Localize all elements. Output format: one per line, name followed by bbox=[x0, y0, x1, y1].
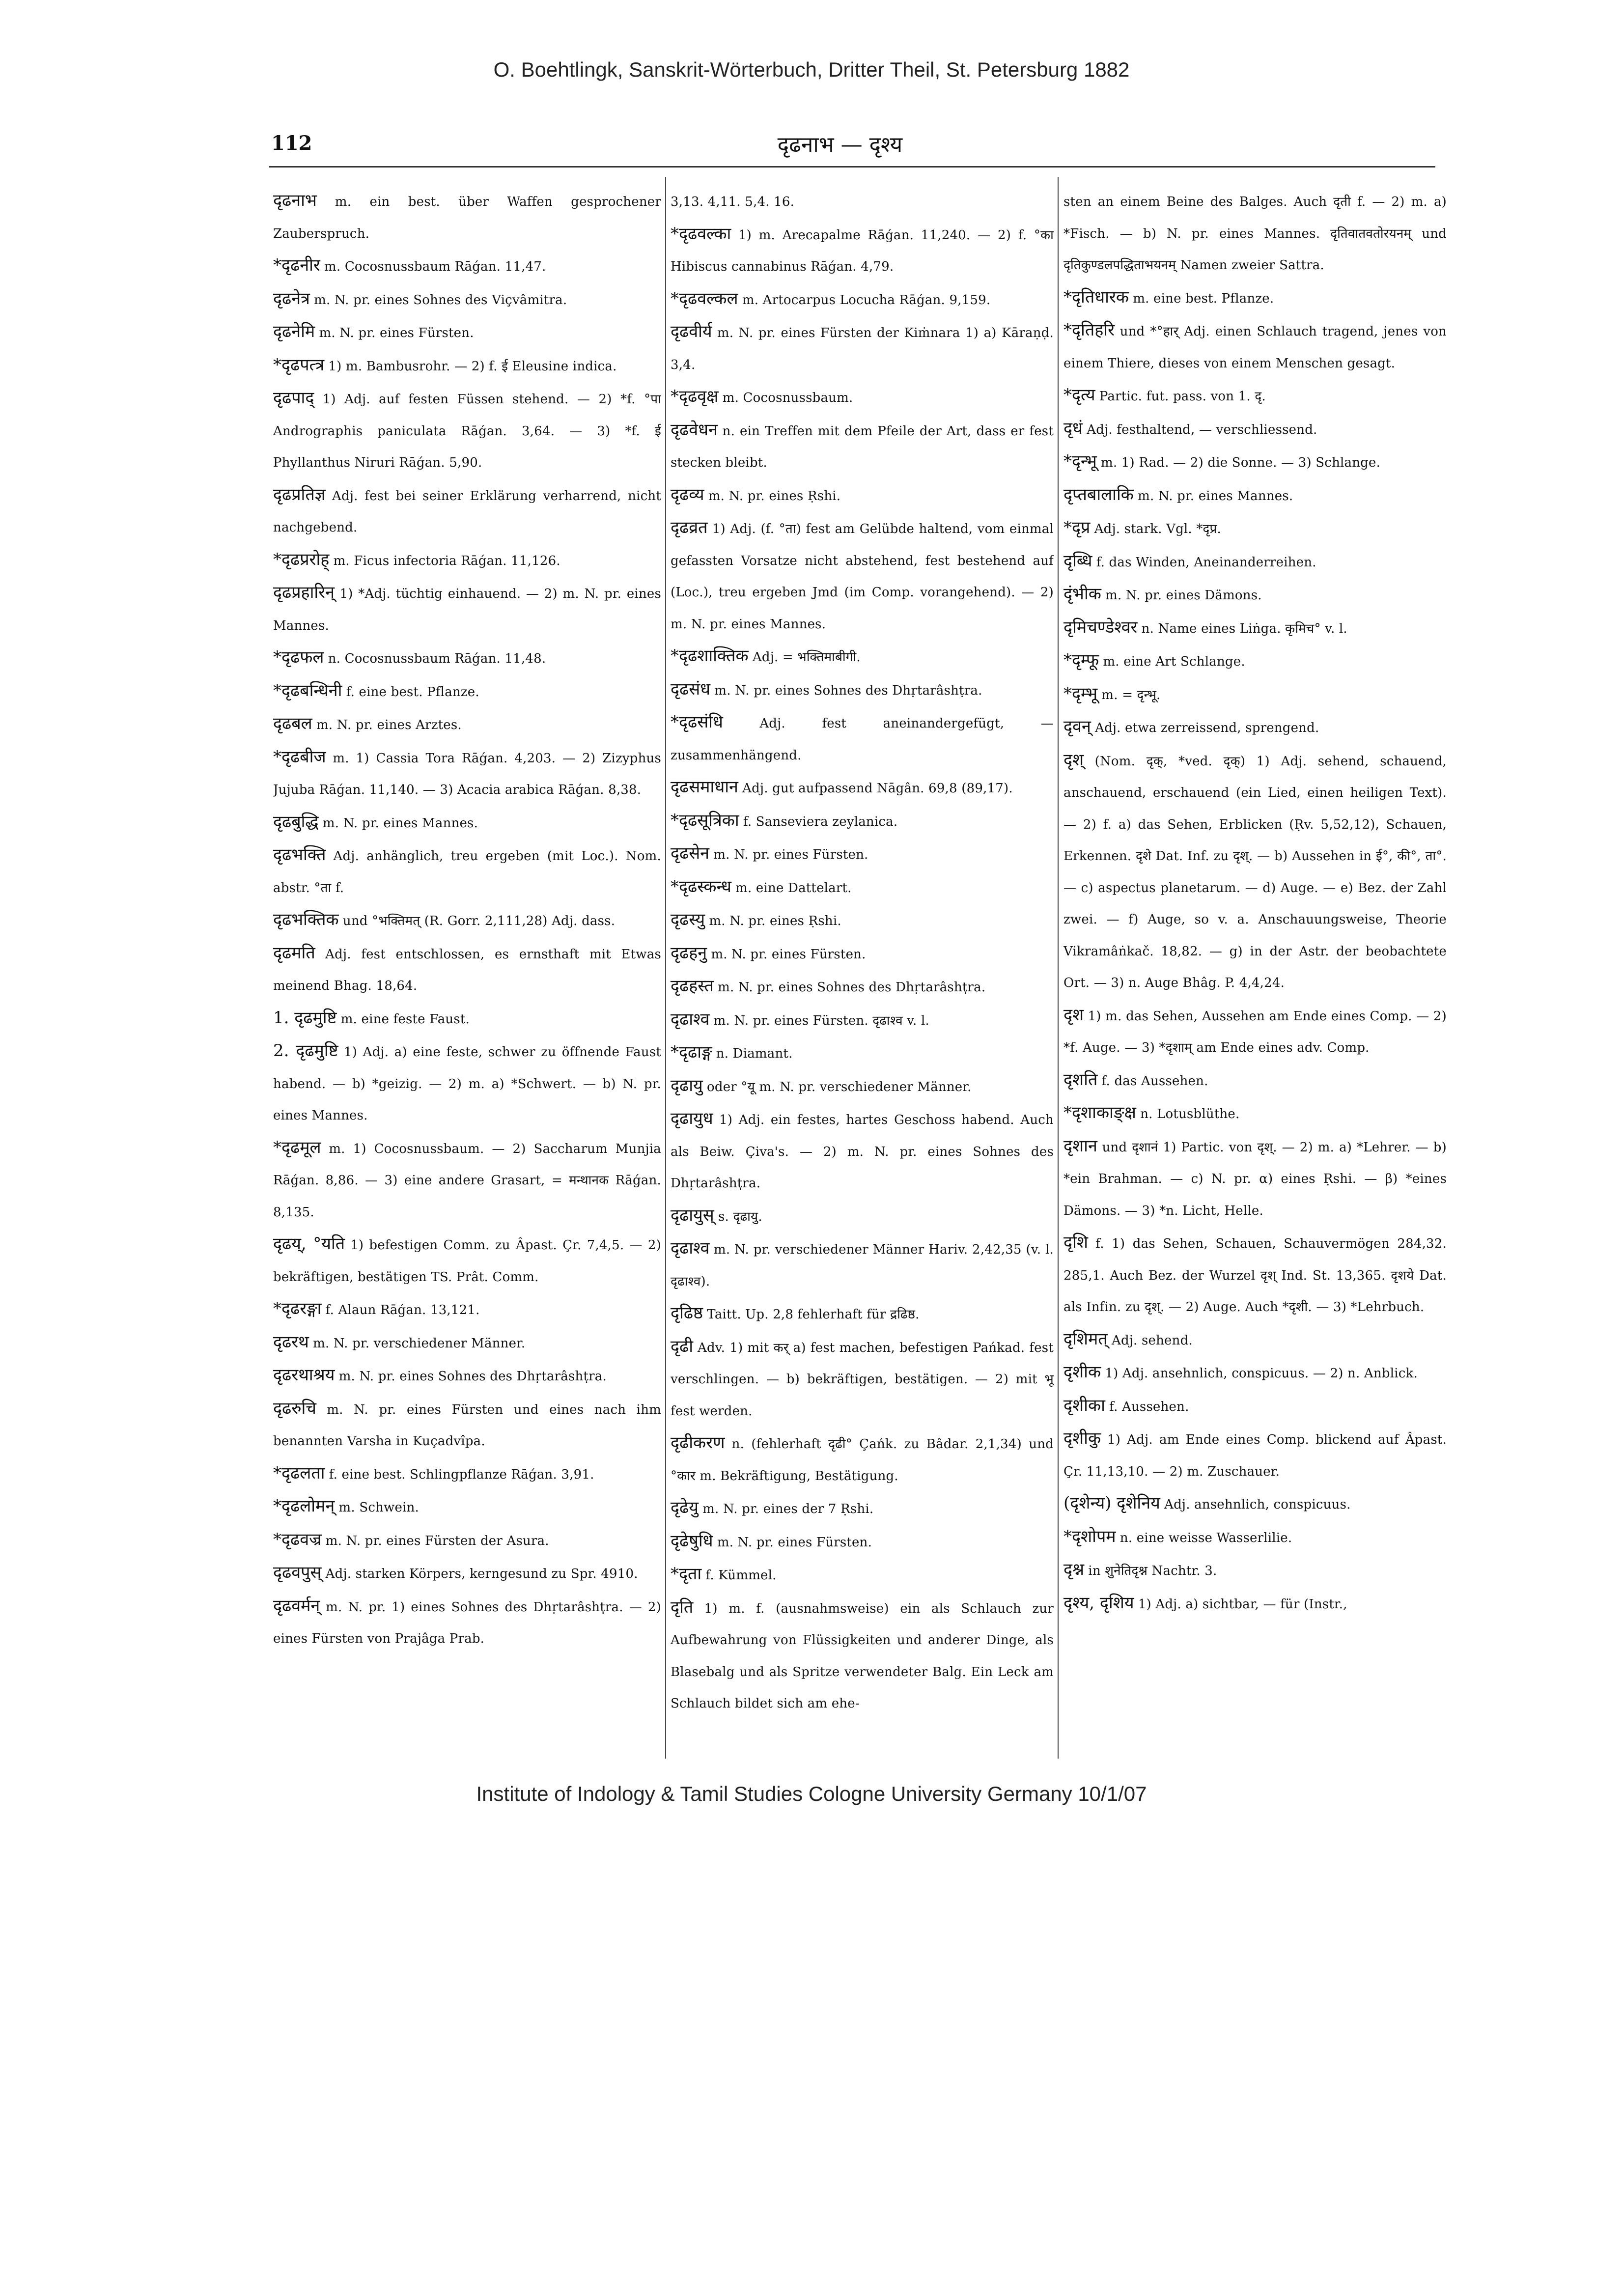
entry-definition: 1) *Adj. tüchtig einhauend. — 2) m. N. pr. eines Mannes. bbox=[273, 587, 661, 633]
dictionary-entry bbox=[273, 1132, 661, 1229]
entry-headword: *दृढवल्कल bbox=[671, 288, 738, 308]
entry-headword: दृढवीर्य bbox=[671, 322, 712, 341]
entry-definition: und °भक्तिमत् (R. Gorr. 2,111,28) Adj. dass. bbox=[342, 914, 616, 928]
dictionary-entry bbox=[671, 512, 1054, 640]
dictionary-entry bbox=[273, 1326, 661, 1360]
entry-definition: m. N. pr. eines Fürsten und eines nach ihm benannten Varsha in Kuçadvîpa. bbox=[273, 1402, 661, 1449]
entry-definition: 3,13. 4,11. 5,4. 16. bbox=[671, 195, 795, 209]
entry-definition: und *°हार् Adj. einen Schlauch tragend, jenes von einem Thiere, dieses von einem Menschen gesagt. bbox=[1063, 324, 1447, 371]
entry-definition: m. Ficus infectoria Rāǵan. 11,126. bbox=[333, 553, 560, 568]
entry-headword: दृढपाद् bbox=[273, 388, 314, 408]
dictionary-entry bbox=[1063, 1097, 1447, 1130]
dictionary-entry bbox=[671, 218, 1054, 283]
dictionary-entry bbox=[1063, 479, 1447, 512]
entry-definition: Adj. fest bei seiner Erklärung verharrend, nicht nachgebend. bbox=[273, 488, 661, 535]
entry-definition: m. eine Dattelart. bbox=[735, 880, 852, 896]
entry-definition: m. N. pr. verschiedener Männer. bbox=[313, 1336, 526, 1351]
dictionary-entry bbox=[273, 1457, 661, 1491]
entry-headword: दृश् bbox=[1063, 750, 1084, 770]
entry-headword: दृधं bbox=[1063, 418, 1083, 438]
dictionary-entry bbox=[671, 1232, 1054, 1297]
entry-definition: Adv. 1) mit कर् a) fest machen, befestigen Pańkad. fest verschlingen. — b) bekräftigen, bestätigen. — 2) mit भू fest werden. bbox=[671, 1340, 1054, 1419]
dictionary-entry bbox=[273, 1359, 661, 1393]
dictionary-entry bbox=[273, 708, 661, 741]
dictionary-entry bbox=[671, 1492, 1054, 1525]
dictionary-entry bbox=[671, 381, 1054, 414]
entry-definition: n. (fehlerhaft दृढी° Çańk. zu Bâdar. 2,1,34) und °कार m. Bekräftigung, Bestätigung. bbox=[671, 1437, 1054, 1484]
entry-definition: 1) befestigen Comm. zu Âpast. Çr. 7,4,5. — 2) bekräftigen, bestätigen TS. Prât. Comm. bbox=[273, 1238, 661, 1285]
entry-headword: *दृतिधारक bbox=[1063, 287, 1129, 307]
dictionary-column-1 bbox=[273, 185, 661, 1747]
entry-definition: Adj. starken Körpers, kerngesund zu Spr. 4910. bbox=[325, 1567, 638, 1581]
entry-headword: *दृढमूल bbox=[273, 1137, 321, 1157]
entry-headword: *दृढसंधि bbox=[671, 712, 723, 732]
entry-headword: दृशीका bbox=[1063, 1395, 1105, 1415]
entry-definition: m. 1) Rad. — 2) die Sonne. — 3) Schlange. bbox=[1101, 455, 1381, 470]
entry-headword: *दृशोपम bbox=[1063, 1526, 1116, 1546]
dictionary-entry bbox=[671, 1103, 1054, 1200]
entry-headword: 1. दृढमुष्टि bbox=[273, 1008, 337, 1028]
entry-definition: f. Aussehen. bbox=[1109, 1399, 1189, 1414]
entry-headword: दृढप्रहारिन् bbox=[273, 583, 335, 602]
entry-headword: दृशि bbox=[1063, 1232, 1088, 1252]
entry-headword: (दृशेन्य) दृशेनिय bbox=[1063, 1493, 1160, 1513]
entry-definition: m. 1) Cassia Tora Rāǵan. 4,203. — 2) Zizyphus Jujuba Rāǵan. 11,140. — 3) Acacia arabica Rāǵan. 8,38. bbox=[273, 751, 661, 797]
entry-headword: दृशीक bbox=[1063, 1362, 1101, 1382]
entry-headword: *दृन्भू bbox=[1063, 451, 1097, 471]
entry-definition: oder °यू m. N. pr. verschiedener Männer. bbox=[707, 1079, 972, 1094]
entry-headword: दृति bbox=[671, 1597, 694, 1617]
entry-headword: दृढेयु bbox=[671, 1498, 699, 1517]
entry-definition: Adj. sehend. bbox=[1111, 1333, 1193, 1348]
entry-headword: *दृढपत्त्र bbox=[273, 355, 325, 375]
entry-definition: m. N. pr. eines Fürsten. bbox=[713, 847, 868, 862]
dictionary-entry bbox=[1063, 545, 1447, 579]
entry-headword: *दृढलता bbox=[273, 1463, 325, 1483]
dictionary-entry bbox=[671, 185, 1054, 218]
entry-definition: m. Cocosnussbaum. bbox=[722, 391, 853, 405]
header-rule bbox=[269, 166, 1435, 168]
entry-headword: *दृढवृक्ष bbox=[671, 387, 719, 406]
dictionary-entry bbox=[1063, 999, 1447, 1064]
entry-headword: *दृतिहरि bbox=[1063, 320, 1115, 340]
dictionary-entry bbox=[1063, 1130, 1447, 1227]
entry-headword: दृढीकरण bbox=[671, 1433, 725, 1453]
dictionary-entry bbox=[1063, 644, 1447, 678]
entry-headword: दृशीकु bbox=[1063, 1428, 1101, 1448]
entry-headword: दृढस्यु bbox=[671, 910, 705, 929]
entry-headword: *दृढबीज bbox=[273, 747, 326, 767]
footer-credit: Institute of Indology & Tamil Studies Cologne University Germany 10/1/07 bbox=[476, 1782, 1147, 1805]
dictionary-entry bbox=[273, 544, 661, 577]
dictionary-entry bbox=[1063, 281, 1447, 315]
dictionary-entry bbox=[273, 1035, 661, 1132]
dictionary-entry bbox=[671, 937, 1054, 971]
column-rule-2 bbox=[1058, 177, 1059, 1759]
dictionary-entry bbox=[1063, 578, 1447, 612]
dictionary-entry bbox=[273, 1590, 661, 1655]
dictionary-entry bbox=[671, 1592, 1054, 1720]
dictionary-entry bbox=[671, 1427, 1054, 1492]
dictionary-entry bbox=[1063, 1323, 1447, 1357]
entry-headword: *दृढवल्का bbox=[671, 224, 731, 244]
dictionary-entry bbox=[671, 970, 1054, 1004]
entry-definition: 1) m. Bambusrohr. — 2) f. ई Eleusine indica. bbox=[328, 359, 617, 374]
entry-headword: दृढायुध bbox=[671, 1109, 713, 1128]
dictionary-entry bbox=[273, 1228, 661, 1293]
entry-headword: दृढभक्ति bbox=[273, 845, 326, 865]
dictionary-entry bbox=[1063, 1554, 1447, 1587]
entry-definition: in शुनेतिदृश्न Nachtr. 3. bbox=[1088, 1564, 1217, 1578]
dictionary-column-3 bbox=[1063, 185, 1447, 1747]
dictionary-entry bbox=[671, 283, 1054, 316]
entry-headword: *दृढरङ्गा bbox=[273, 1299, 322, 1318]
entry-headword: *दृढसूत्रिका bbox=[671, 810, 739, 830]
dictionary-entry bbox=[1063, 413, 1447, 446]
entry-definition: Adj. etwa zerreissend, sprengend. bbox=[1095, 721, 1319, 735]
dictionary-entry bbox=[273, 349, 661, 383]
entry-definition: m. 1) Cocosnussbaum. — 2) Saccharum Munjia Rāǵan. 8,86. — 3) eine andere Grasart, = मन्थानक Rāǵan. 8,135. bbox=[273, 1141, 661, 1220]
entry-headword: *दृशाकाङ्क्ष bbox=[1063, 1103, 1136, 1122]
entry-definition: m. N. pr. eines Ṛshi. bbox=[708, 488, 841, 504]
entry-definition: m. N. pr. eines Ṛshi. bbox=[709, 914, 841, 928]
dictionary-entry bbox=[273, 937, 661, 1002]
entry-definition: 1) m. das Sehen, Aussehen am Ende eines Comp. — 2) *f. Auge. — 3) *दृशाम् am Ende eines adv. Comp. bbox=[1063, 1008, 1447, 1055]
dictionary-entry bbox=[671, 1297, 1054, 1331]
dictionary-entry bbox=[671, 1525, 1054, 1559]
dictionary-entry bbox=[671, 1036, 1054, 1070]
dictionary-entry bbox=[1063, 1356, 1447, 1390]
dictionary-entry bbox=[273, 675, 661, 708]
dictionary-entry bbox=[1063, 185, 1447, 281]
entry-headword: *दृढफल bbox=[273, 647, 324, 667]
dictionary-entry bbox=[273, 642, 661, 675]
entry-headword: दृढनाभ bbox=[273, 191, 317, 210]
entry-definition: m. N. pr. eines der 7 Ṛshi. bbox=[702, 1502, 874, 1516]
dictionary-entry bbox=[1063, 1487, 1447, 1521]
dictionary-entry bbox=[1063, 512, 1447, 545]
entry-definition: m. eine Art Schlange. bbox=[1103, 654, 1245, 669]
entry-headword: दृढभक्तिक bbox=[273, 910, 339, 929]
entry-definition: 1) Adj. auf festen Füssen stehend. — 2) *f. °पा Andrographis paniculata Rāǵan. 3,64. — 3) *f. ई Phyllanthus Niruri Rāǵan. 5,90. bbox=[273, 392, 661, 470]
entry-definition: Adj. stark. Vgl. *दृप्र. bbox=[1094, 522, 1222, 536]
dictionary-entry bbox=[273, 1524, 661, 1557]
entry-headword: दृढव्रत bbox=[671, 518, 708, 537]
entry-headword: दृढाश्व bbox=[671, 1009, 710, 1029]
entry-headword: दृढय्, °यति bbox=[273, 1234, 345, 1254]
entry-definition: f. das Aussehen. bbox=[1101, 1073, 1208, 1089]
page-number: 112 bbox=[271, 132, 312, 155]
entry-headword: दृढरथाश्रय bbox=[273, 1365, 335, 1385]
entry-headword: दृढायुस् bbox=[671, 1205, 714, 1225]
dictionary-entry bbox=[1063, 1227, 1447, 1323]
dictionary-entry bbox=[273, 283, 661, 316]
entry-definition: m. N. pr. 1) eines Sohnes des Dhṛtarâshṭra. — 2) eines Fürsten von Prajâga Prab. bbox=[273, 1599, 661, 1646]
entry-headword: दृवन् bbox=[1063, 717, 1091, 736]
entry-definition: m. N. pr. eines Arztes. bbox=[316, 718, 462, 732]
entry-definition: m. N. pr. eines Fürsten. दृढाश्व v. l. bbox=[713, 1013, 929, 1028]
entry-definition: m. Cocosnussbaum Rāǵan. 11,47. bbox=[324, 259, 546, 274]
entry-definition: s. दृढायु. bbox=[718, 1209, 762, 1224]
entry-definition: m. N. pr. eines Mannes. bbox=[322, 815, 478, 831]
dictionary-entry bbox=[273, 839, 661, 904]
entry-definition: m. N. pr. eines Fürsten. bbox=[711, 947, 866, 962]
entry-definition: m. Schwein. bbox=[338, 1500, 419, 1515]
entry-headword: दृढसंध bbox=[671, 679, 711, 699]
entry-headword: दृढिष्ठ bbox=[671, 1303, 703, 1323]
dictionary-entry bbox=[273, 806, 661, 840]
entry-headword: दृढवपुस् bbox=[273, 1563, 322, 1582]
entry-definition: m. N. pr. eines Fürsten. bbox=[319, 326, 474, 340]
dictionary-entry bbox=[1063, 379, 1447, 413]
column-rule-1 bbox=[665, 177, 666, 1759]
entry-definition: f. eine best. Schlingpflanze Rāǵan. 3,91. bbox=[329, 1467, 594, 1482]
entry-headword: दृढहनु bbox=[671, 943, 707, 963]
dictionary-entry bbox=[273, 1490, 661, 1524]
entry-headword: दृढनेत्र bbox=[273, 288, 310, 308]
dictionary-entry bbox=[273, 1002, 661, 1036]
entry-headword: दृढरथ bbox=[273, 1332, 309, 1352]
entry-definition: f. Kümmel. bbox=[705, 1568, 777, 1583]
dictionary-entry bbox=[671, 1200, 1054, 1233]
entry-definition: sten an einem Beine des Balges. Auch दृती f. — 2) m. a) *Fisch. — b) N. pr. eines Mannes. दृतिवातवतोरयनम् und दृतिकुण्डलपद्धिताभयनम् Namen zweier Sattra. bbox=[1063, 195, 1447, 273]
dictionary-entry bbox=[1063, 1064, 1447, 1097]
entry-headword: दृमिचण्डेश्वर bbox=[1063, 617, 1138, 637]
dictionary-entry bbox=[1063, 1423, 1447, 1487]
entry-headword: दृढवेधन bbox=[671, 420, 718, 440]
entry-definition: m. N. pr. eines Sohnes des Dhṛtarâshṭra. bbox=[718, 980, 986, 995]
entry-definition: 1) Adj. ein festes, hartes Geschoss habend. Auch als Beiw. Çiva's. — 2) m. N. pr. eines Sohnes des Dhṛtarâshṭra. bbox=[671, 1113, 1054, 1191]
entry-definition: 1) Adj. a) eine feste, schwer zu öffnende Faust habend. — b) *geizig. — 2) m. a) *Schwert. — b) N. pr. eines Mannes. bbox=[273, 1045, 661, 1123]
dictionary-entry bbox=[671, 771, 1054, 805]
dictionary-entry bbox=[671, 640, 1054, 673]
entry-definition: m. N. pr. eines Fürsten der Asura. bbox=[325, 1533, 549, 1548]
entry-definition: f. Sanseviera zeylanica. bbox=[743, 814, 898, 829]
entry-headword: दृढाश्व bbox=[671, 1238, 710, 1258]
entry-definition: Adj. festhaltend, — verschliessend. bbox=[1087, 422, 1317, 437]
entry-definition: Partic. fut. pass. von 1. दृ. bbox=[1099, 389, 1266, 404]
entry-definition: Adj. fest entschlossen, es ernsthaft mit Etwas meinend Bhag. 18,64. bbox=[273, 947, 661, 993]
entry-headword: *दृप्र bbox=[1063, 518, 1091, 537]
dictionary-entry bbox=[671, 1331, 1054, 1428]
dictionary-entry bbox=[273, 1557, 661, 1590]
entry-definition: m. N. pr. eines Fürsten. bbox=[717, 1535, 872, 1550]
dictionary-entry bbox=[671, 1558, 1054, 1592]
dictionary-entry bbox=[1063, 711, 1447, 744]
entry-headword: दृढहस्त bbox=[671, 976, 714, 996]
entry-headword: *दृढनीर bbox=[273, 255, 320, 275]
dictionary-entry bbox=[671, 673, 1054, 707]
dictionary-entry bbox=[671, 414, 1054, 479]
entry-headword: दृश्न bbox=[1063, 1560, 1085, 1579]
entry-headword: दृश bbox=[1063, 1005, 1084, 1025]
entry-headword: *दृढशाक्तिक bbox=[671, 646, 749, 666]
entry-definition: 1) Adj. ansehnlich, conspicuus. — 2) n. Anblick. bbox=[1105, 1366, 1418, 1381]
entry-headword: दृढायु bbox=[671, 1075, 703, 1095]
entry-definition: 1) Adj. am Ende eines Comp. blickend auf Âpast. Çr. 11,13,10. — 2) m. Zuschauer. bbox=[1063, 1432, 1447, 1479]
dictionary-entry bbox=[671, 871, 1054, 904]
dictionary-entry bbox=[671, 316, 1054, 381]
dictionary-entry bbox=[273, 185, 661, 250]
entry-headword: *दृढस्कन्ध bbox=[671, 876, 731, 896]
entry-definition: 1) Adj. a) sichtbar, — für (Instr., bbox=[1138, 1596, 1347, 1612]
entry-headword: *दृढप्ररोह् bbox=[273, 549, 330, 569]
entry-definition: Adj. gut aufpassend Nāgân. 69,8 (89,17). bbox=[742, 781, 1013, 796]
running-head: दृढनाभ — दृश्य bbox=[777, 132, 903, 157]
dictionary-entry bbox=[1063, 744, 1447, 999]
entry-headword: *दृत्य bbox=[1063, 385, 1095, 405]
entry-headword: दृढनेमि bbox=[273, 322, 315, 341]
entry-headword: दृढसमाधान bbox=[671, 777, 738, 797]
dictionary-entry bbox=[671, 904, 1054, 937]
entry-definition: 1) m. Arecapalme Rāǵan. 11,240. — 2) f. °का Hibiscus cannabinus Rāǵan. 4,79. bbox=[671, 227, 1054, 274]
entry-definition: m. N. pr. eines Fürsten der Kiṁnara 1) a) Kāraṇḍ. 3,4. bbox=[671, 326, 1054, 372]
entry-definition: n. Diamant. bbox=[716, 1046, 793, 1061]
entry-definition: Adj. anhänglich, treu ergeben (mit Loc.). Nom. abstr. °ता f. bbox=[273, 849, 661, 896]
entry-headword: *दृता bbox=[671, 1564, 702, 1584]
entry-headword: दृशति bbox=[1063, 1069, 1098, 1090]
dictionary-entry bbox=[671, 838, 1054, 871]
entry-headword: दृशिमत् bbox=[1063, 1329, 1108, 1349]
dictionary-entry bbox=[1063, 446, 1447, 479]
entry-definition: m. N. pr. eines Mannes. bbox=[1138, 488, 1293, 504]
entry-headword: दृढरुचि bbox=[273, 1398, 316, 1418]
dictionary-entry bbox=[1063, 1390, 1447, 1423]
entry-headword: दृढवर्मन् bbox=[273, 1596, 320, 1616]
entry-definition: f. Alaun Rāǵan. 13,121. bbox=[325, 1303, 480, 1317]
dictionary-entry bbox=[273, 250, 661, 283]
entry-definition: f. 1) das Sehen, Schauen, Schauvermögen 284,32. 285,1. Auch Bez. der Wurzel दृश् Ind. St. 13,365. दृशये Dat. als Infin. zu दृश्. — 2) Auge. Auch *दृशी. — 3) *Lehrbuch. bbox=[1063, 1236, 1447, 1315]
entry-definition: m. N. pr. verschiedener Männer Hariv. 2,42,35 (v. l. दृढाश्व). bbox=[671, 1242, 1054, 1289]
entry-definition: m. eine feste Faust. bbox=[340, 1011, 470, 1027]
entry-definition: 1) m. f. (ausnahmsweise) ein als Schlauch zur Aufbewahrung von Flüssigkeiten und anderer Dinge, als Blasebalg und als Spritze verwendeter Balg. Ein Leck am Schlauch bildet sich am ehe- bbox=[671, 1601, 1054, 1711]
entry-definition: n. ein Treffen mit dem Pfeile der Art, dass er fest stecken bleibt. bbox=[671, 423, 1054, 470]
entry-definition: m. N. pr. eines Dämons. bbox=[1105, 588, 1262, 603]
entry-definition: f. das Winden, Aneinanderreihen. bbox=[1096, 555, 1316, 570]
entry-headword: दृंभीक bbox=[1063, 584, 1101, 604]
entry-headword: 2. दृढमुष्टि bbox=[273, 1041, 338, 1061]
dictionary-entry bbox=[1063, 612, 1447, 645]
dictionary-column-2 bbox=[671, 185, 1054, 1747]
entry-definition: (Nom. दृक्, *ved. दृक्) 1) Adj. sehend, schauend, anschauend, erschauend (ein Lied, einen heiligen Text). — 2) f. a) das Sehen, Erblicken (Ṛv. 5,52,12), Schauen, Erkennen. दृशे Dat. Inf. zu दृश्. — b) Aussehen in ई°, की°, ता°. — c) aspectus planetarum. — d) Auge. — e) Bez. der Zahl zwei. — f) Auge, so v. a. Anschauungsweise, Theorie Vikramâṅkač. 18,82. — g) in der Astr. der beobachtete Ort. — 3) n. Auge Bhâg. P. 4,4,24. bbox=[1063, 754, 1447, 990]
entry-definition: n. eine weisse Wasserlilie. bbox=[1119, 1530, 1292, 1545]
header-source-line: O. Boehtlingk, Sanskrit-Wörterbuch, Dritter Theil, St. Petersburg 1882 bbox=[493, 58, 1130, 81]
dictionary-entry bbox=[1063, 1587, 1447, 1621]
entry-definition: m. Artocarpus Locucha Rāǵan. 9,159. bbox=[742, 292, 991, 308]
dictionary-entry bbox=[671, 1004, 1054, 1037]
dictionary-entry bbox=[273, 382, 661, 479]
entry-headword: *दृढाङ्ग bbox=[671, 1042, 712, 1062]
dictionary-entry bbox=[1063, 314, 1447, 379]
dictionary-entry bbox=[671, 805, 1054, 838]
entry-definition: 1) Adj. (f. °ता) fest am Gelübde haltend, vom einmal gefassten Vorsatze nicht abstehend, fest bestehend auf (Loc.), treu ergeben Jmd (im Comp. vorangehend). — 2) m. N. pr. eines Mannes. bbox=[671, 522, 1054, 632]
entry-headword: दृढव्य bbox=[671, 484, 704, 504]
entry-definition: n. Cocosnussbaum Rāǵan. 11,48. bbox=[328, 651, 546, 666]
entry-definition: m. N. pr. eines Sohnes des Viçvâmitra. bbox=[314, 292, 567, 308]
entry-headword: दृश्य, दृशिय bbox=[1063, 1593, 1134, 1613]
entry-headword: दृशान bbox=[1063, 1136, 1097, 1156]
entry-headword: दृढप्रतिज्ञ bbox=[273, 484, 326, 504]
entry-headword: दृढबुद्धि bbox=[273, 812, 319, 832]
entry-headword: दृढमति bbox=[273, 943, 315, 963]
dictionary-entry bbox=[1063, 1521, 1447, 1554]
dictionary-entry bbox=[273, 1393, 661, 1457]
dictionary-entry bbox=[273, 904, 661, 937]
entry-headword: दृढसेन bbox=[671, 843, 710, 863]
entry-headword: *दृढवज्र bbox=[273, 1529, 322, 1549]
entry-definition: m. N. pr. eines Sohnes des Dhṛtarâshṭra. bbox=[338, 1369, 607, 1384]
entry-definition: m. = दृन्भू. bbox=[1101, 687, 1161, 702]
entry-headword: दृप्तबालाकि bbox=[1063, 484, 1134, 504]
entry-headword: *दृम्भू bbox=[1063, 683, 1098, 703]
entry-definition: Taitt. Up. 2,8 fehlerhaft für द्रढिष्ठ. bbox=[707, 1307, 920, 1322]
entry-headword: दृब्धि bbox=[1063, 551, 1092, 571]
entry-definition: f. eine best. Pflanze. bbox=[346, 684, 479, 700]
dictionary-entry bbox=[671, 1070, 1054, 1103]
entry-headword: *दृम्फू bbox=[1063, 650, 1099, 670]
entry-definition: m. N. pr. eines Sohnes des Dhṛtarâshṭra. bbox=[714, 683, 982, 698]
entry-headword: दृढबल bbox=[273, 714, 312, 733]
entry-definition: Adj. = भक्तिमाबीगी. bbox=[752, 650, 861, 665]
dictionary-entry bbox=[671, 706, 1054, 771]
entry-definition: n. Lotusblüthe. bbox=[1140, 1107, 1240, 1121]
entry-headword: दृढेषुधि bbox=[671, 1531, 713, 1551]
dictionary-entry bbox=[273, 741, 661, 806]
entry-definition: m. eine best. Pflanze. bbox=[1133, 291, 1274, 306]
dictionary-entry bbox=[273, 577, 661, 642]
dictionary-entry bbox=[273, 479, 661, 544]
entry-definition: n. Name eines Liṅga. कृमिच° v. l. bbox=[1141, 621, 1347, 636]
entry-headword: *दृढबन्धिनी bbox=[273, 680, 342, 700]
dictionary-entry bbox=[1063, 678, 1447, 711]
entry-definition: Adj. fest aneinandergefügt, — zusammenhängend. bbox=[671, 716, 1054, 763]
entry-definition: Adj. ansehnlich, conspicuus. bbox=[1164, 1497, 1351, 1512]
dictionary-entry bbox=[273, 1293, 661, 1326]
dictionary-entry bbox=[273, 316, 661, 349]
entry-headword: *दृढलोमन् bbox=[273, 1496, 335, 1516]
entry-headword: दृढी bbox=[671, 1336, 694, 1356]
entry-definition: m. ein best. über Waffen gesprochener Zauberspruch. bbox=[273, 195, 661, 241]
dictionary-entry bbox=[671, 479, 1054, 512]
entry-definition: und दृशानं 1) Partic. von दृश्. — 2) m. a) *Lehrer. — b) *ein Brahman. — c) N. pr. α) eines Ṛshi. — β) *eines Dämons. — 3) *n. Licht, Helle. bbox=[1063, 1140, 1447, 1218]
